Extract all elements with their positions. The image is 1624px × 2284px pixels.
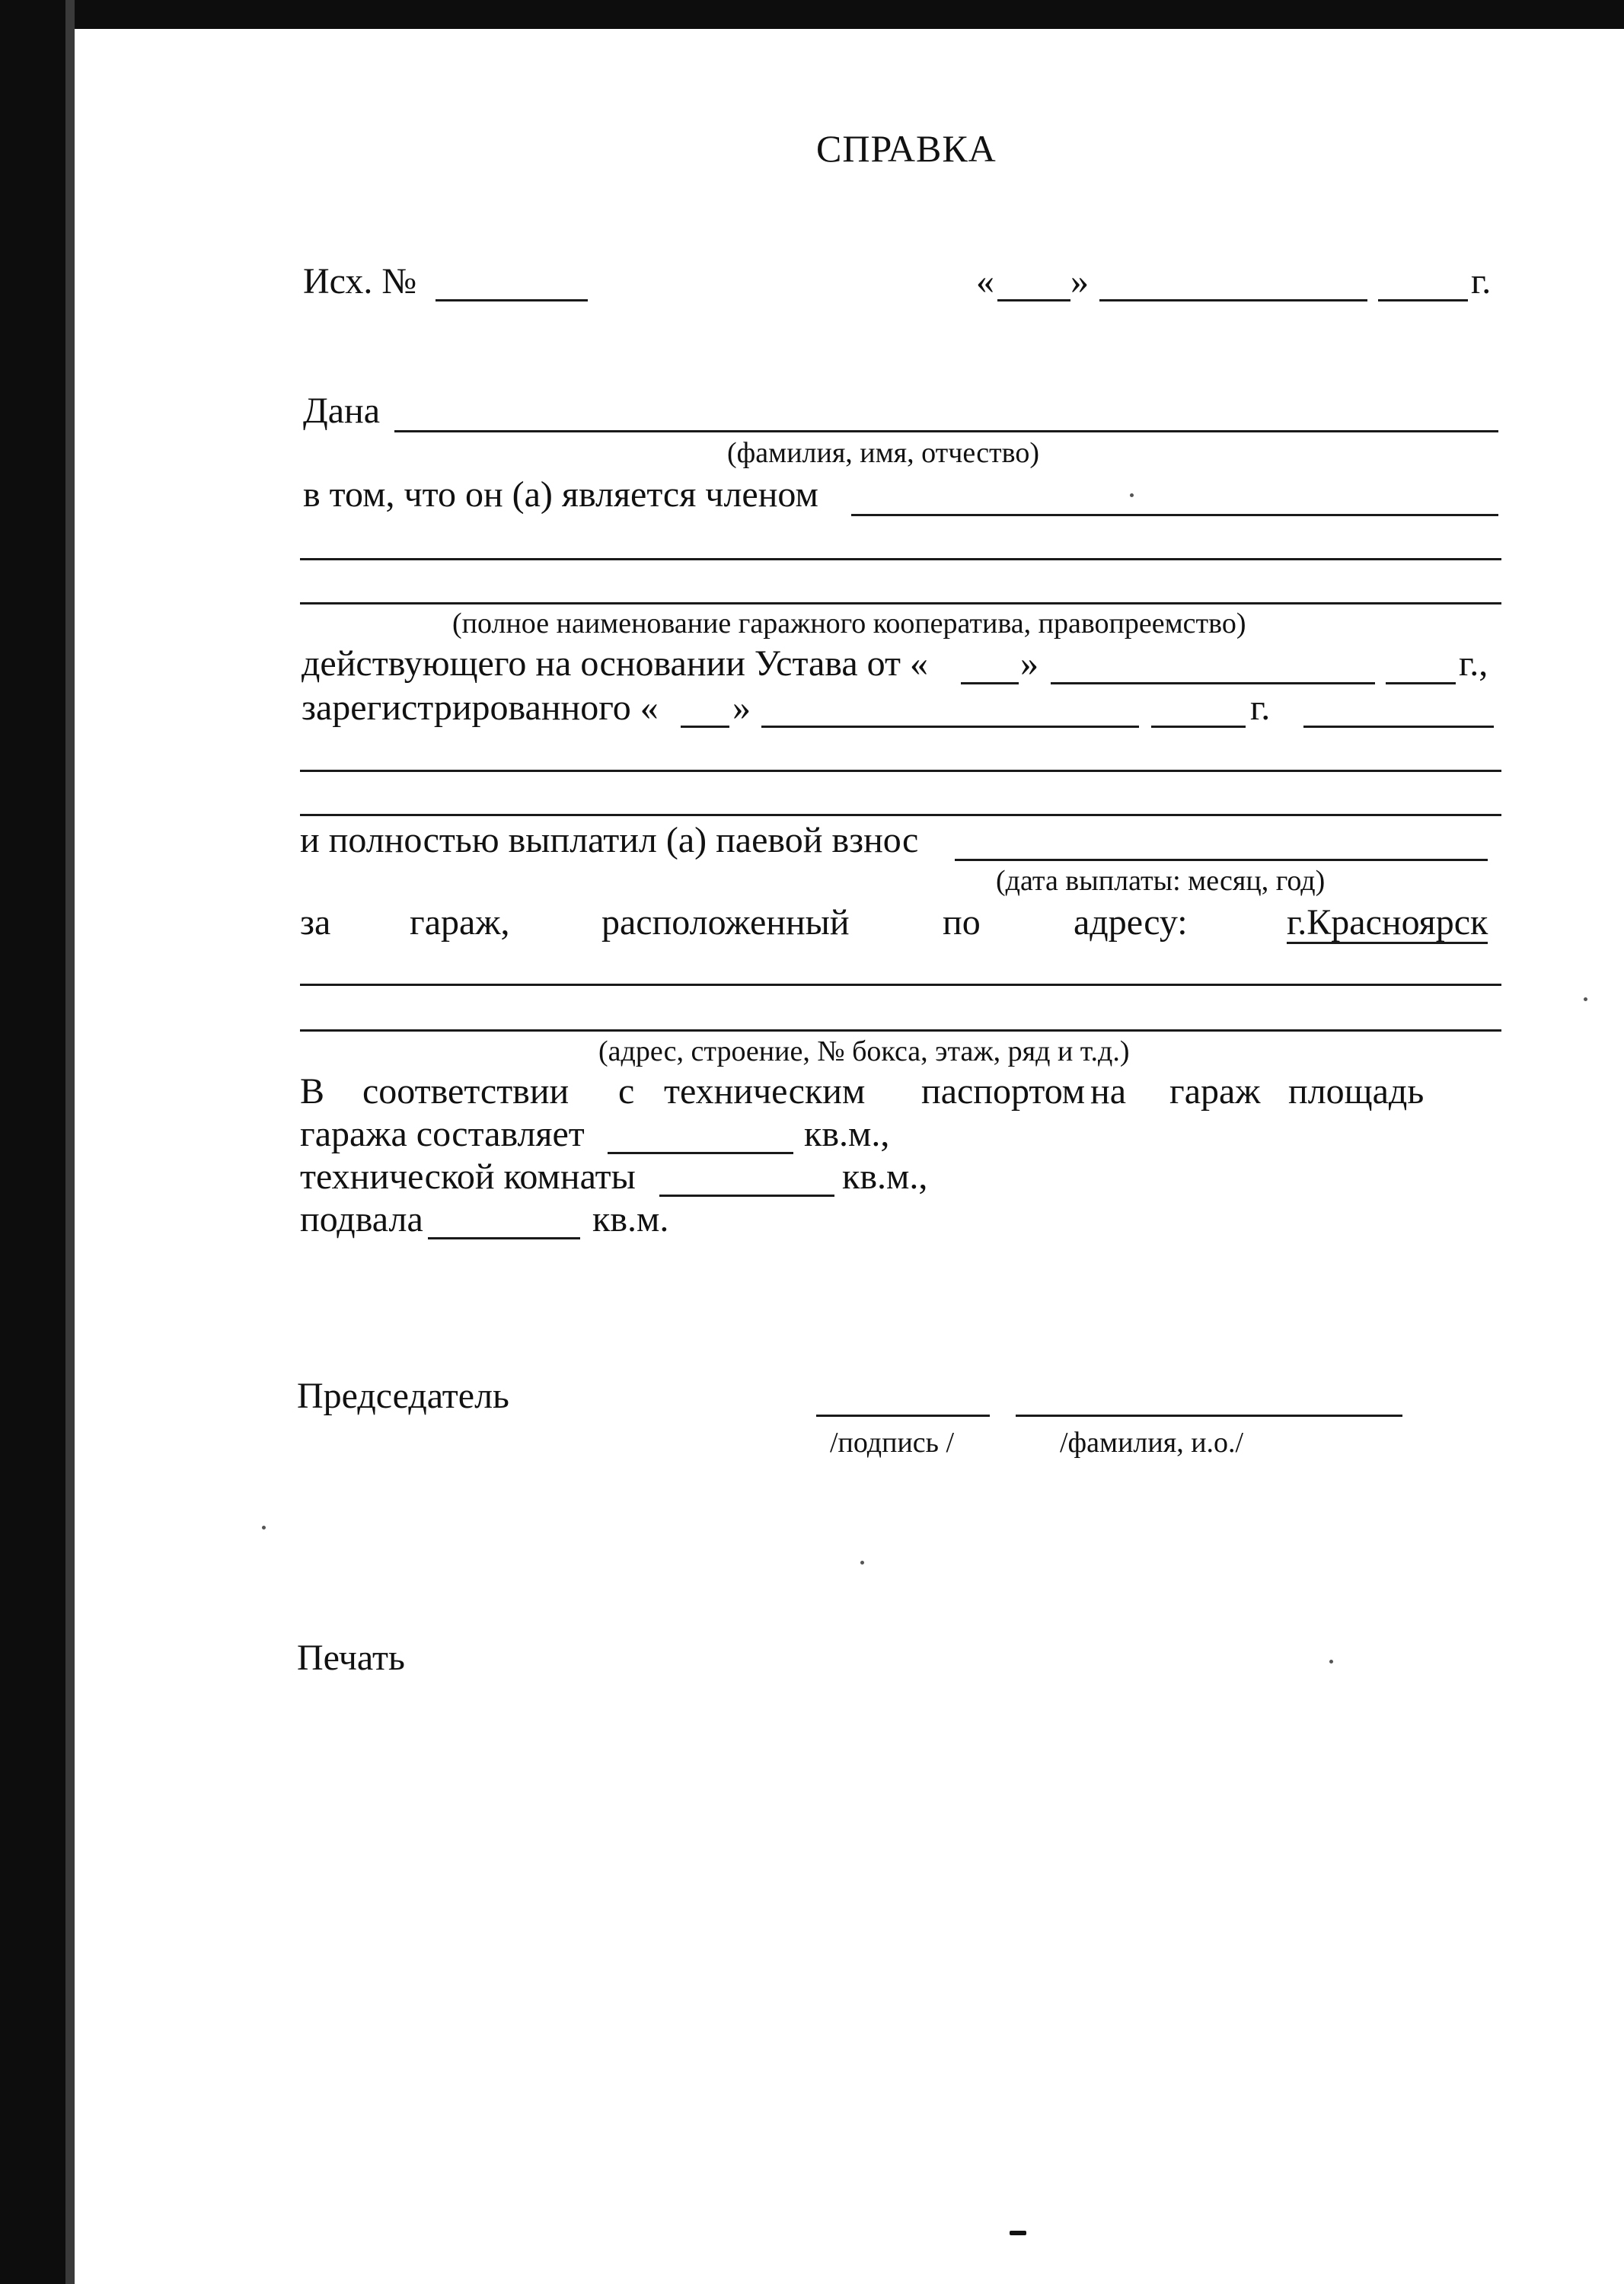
- passport-word-1: В: [300, 1071, 325, 1112]
- charter-month-field[interactable]: [1051, 682, 1375, 684]
- signature-field[interactable]: [816, 1415, 990, 1417]
- date-year-suffix: г.: [1471, 261, 1492, 301]
- outgoing-number-field[interactable]: [436, 299, 588, 301]
- scan-speck: [1130, 493, 1134, 497]
- registration-details-field-2[interactable]: [300, 770, 1501, 772]
- passport-word-4: техническим: [664, 1071, 866, 1112]
- garage-word-1: за: [300, 902, 331, 943]
- garage-word-5: адресу:: [1074, 902, 1188, 943]
- date-close-quote: »: [1070, 261, 1089, 301]
- address-field-2[interactable]: [300, 1029, 1501, 1032]
- cooperative-name-field-3[interactable]: [300, 602, 1501, 604]
- chairman-name-field[interactable]: [1016, 1415, 1402, 1417]
- garage-word-3: расположенный: [601, 902, 850, 943]
- garage-word-2: гараж,: [410, 902, 510, 943]
- fio-field[interactable]: [394, 430, 1498, 432]
- charter-year-suffix: г.,: [1459, 643, 1488, 684]
- scan-speck: [1329, 1660, 1333, 1664]
- charter-year-field[interactable]: [1386, 682, 1456, 684]
- cooperative-name-field-1[interactable]: [851, 514, 1498, 516]
- cooperative-name-field-2[interactable]: [300, 558, 1501, 560]
- charter-day-field[interactable]: [961, 682, 1019, 684]
- paid-text: и полностью выплатил (а) паевой взнос: [300, 820, 919, 860]
- cooperative-caption: (полное наименование гаражного кооператива, правопреемство): [452, 608, 1246, 640]
- passport-word-8: площадь: [1288, 1071, 1425, 1112]
- basement-label: подвала: [300, 1199, 423, 1239]
- date-month-field[interactable]: [1099, 299, 1367, 301]
- charter-close-quote: »: [1020, 643, 1039, 684]
- payment-date-caption: (дата выплаты: месяц, год): [996, 865, 1326, 897]
- tech-room-area-field[interactable]: [659, 1195, 834, 1197]
- member-text: в том, что он (а) является членом: [303, 474, 818, 515]
- passport-word-3: с: [618, 1071, 635, 1112]
- basement-area-field[interactable]: [428, 1237, 580, 1239]
- issued-label: Дана: [303, 391, 381, 431]
- scan-border-top: [0, 0, 1624, 29]
- outgoing-number-label: Исх. №: [303, 261, 417, 301]
- tech-room-area-unit: кв.м.,: [842, 1156, 928, 1197]
- tech-room-label: технической комнаты: [300, 1156, 636, 1197]
- registered-day-field[interactable]: [681, 726, 729, 728]
- passport-word-7: гараж: [1169, 1071, 1261, 1112]
- date-open-quote: «: [976, 261, 994, 301]
- date-year-field[interactable]: [1378, 299, 1468, 301]
- basement-area-unit: кв.м.: [592, 1199, 669, 1239]
- payment-date-field[interactable]: [955, 859, 1488, 861]
- charter-text: действующего на основании Устава от «: [302, 643, 928, 684]
- scan-border-left: [0, 0, 75, 2284]
- fio-caption: (фамилия, имя, отчество): [727, 437, 1040, 469]
- date-day-field[interactable]: [997, 299, 1070, 301]
- registered-text: зарегистрированного «: [302, 687, 659, 728]
- address-field-1[interactable]: [300, 984, 1501, 986]
- passport-word-2: соответствии: [362, 1071, 570, 1112]
- registration-details-field-1[interactable]: [1303, 726, 1494, 728]
- stamp-label: Печать: [297, 1638, 405, 1678]
- city-value: г.Красноярск: [1287, 902, 1488, 943]
- registered-year-field[interactable]: [1151, 726, 1246, 728]
- garage-area-label: гаража составляет: [300, 1114, 585, 1154]
- garage-word-4: по: [943, 902, 981, 943]
- registered-month-field[interactable]: [761, 726, 1139, 728]
- registration-details-field-3[interactable]: [300, 814, 1501, 816]
- scan-speck: [1010, 2231, 1026, 2235]
- passport-word-5: паспортом: [921, 1071, 1086, 1112]
- scan-speck: [860, 1561, 864, 1565]
- scan-speck: [1584, 997, 1587, 1001]
- registered-year-suffix: г.: [1250, 687, 1271, 728]
- registered-close-quote: »: [732, 687, 751, 728]
- chairman-label: Председатель: [297, 1376, 509, 1416]
- garage-area-unit: кв.м.,: [804, 1114, 890, 1154]
- address-caption: (адрес, строение, № бокса, этаж, ряд и т.д.): [598, 1035, 1130, 1067]
- document-title: СПРАВКА: [816, 127, 997, 170]
- passport-word-6: на: [1090, 1071, 1126, 1112]
- signature-caption: /подпись /: [830, 1427, 955, 1459]
- scan-speck: [262, 1526, 266, 1530]
- chairman-name-caption: /фамилия, и.о./: [1060, 1427, 1244, 1459]
- garage-area-field[interactable]: [608, 1152, 793, 1154]
